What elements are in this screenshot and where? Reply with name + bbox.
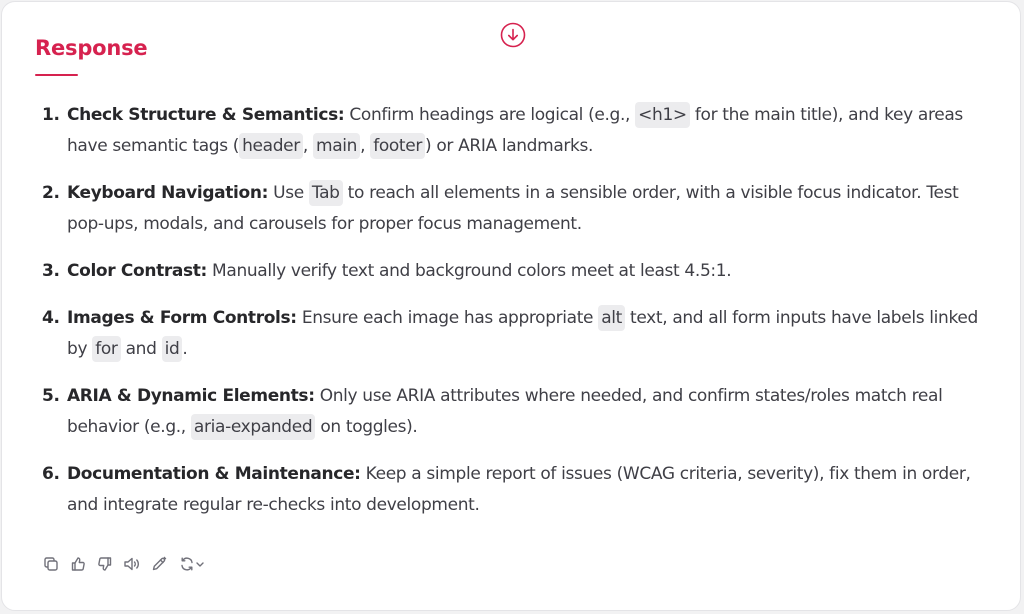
edit-button[interactable] — [150, 555, 168, 573]
item-text: for the main title), and key areas have semantic tags ( — [67, 105, 963, 156]
item-title: Documentation & Maintenance: — [67, 464, 361, 484]
item-title: ARIA & Dynamic Elements: — [67, 386, 315, 406]
thumbs-down-icon — [97, 556, 113, 572]
item-text: Manually verify text and background colors meet at least 4.5:1. — [207, 261, 732, 281]
inline-code: id — [162, 336, 183, 362]
item-number: 6. — [42, 464, 60, 484]
item-text: ) or ARIA landmarks. — [425, 136, 594, 156]
item-title: Color Contrast: — [67, 261, 207, 281]
response-heading: Response — [35, 36, 148, 60]
edit-icon — [151, 556, 167, 572]
list-item — [2, 256, 1022, 287]
thumbs-up-button[interactable] — [69, 555, 87, 573]
copy-icon — [43, 556, 59, 572]
read-aloud-button[interactable] — [123, 555, 141, 573]
item-text: , — [360, 136, 371, 156]
inline-code: aria-expanded — [191, 414, 315, 440]
item-number: 4. — [42, 308, 60, 328]
copy-button[interactable] — [42, 555, 60, 573]
item-text: Ensure each image has appropriate — [296, 308, 599, 328]
list-item — [2, 178, 1022, 240]
speaker-icon — [123, 556, 141, 572]
thumbs-up-icon — [70, 556, 86, 572]
inline-code: main — [313, 133, 360, 159]
item-text: text, and all form inputs have labels linked by — [67, 308, 978, 359]
item-number: 5. — [42, 386, 60, 406]
item-number: 2. — [42, 183, 60, 203]
chevron-down-icon — [195, 556, 205, 572]
item-text: , — [302, 136, 313, 156]
item-title: Check Structure & Semantics: — [67, 105, 345, 125]
item-text: Keep a simple report of issues (WCAG criteria, severity), fix them in order, and integrate regular re-checks into development. — [67, 464, 971, 515]
scroll-down-button[interactable] — [500, 22, 526, 48]
item-text: Confirm headings are logical (e.g., — [344, 105, 636, 125]
item-text: Use — [268, 183, 309, 203]
item-title: Keyboard Navigation: — [67, 183, 269, 203]
thumbs-down-button[interactable] — [96, 555, 114, 573]
inline-code: for — [92, 336, 120, 362]
response-actions — [42, 555, 207, 573]
inline-code: alt — [598, 305, 625, 331]
item-text: to reach all elements in a sensible order, with a visible focus indicator. Test pop-ups, modals, and carousels for proper focus management. — [67, 183, 959, 234]
inline-code: header — [239, 133, 303, 159]
item-number: 1. — [42, 105, 60, 125]
checklist — [2, 100, 1022, 537]
heading-underline — [35, 74, 78, 76]
item-text: Only use ARIA attributes where needed, and confirm states/roles match real behavior (e.g., — [67, 386, 943, 437]
item-title: Images & Form Controls: — [67, 308, 297, 328]
inline-code: footer — [370, 133, 425, 159]
item-text: on toggles). — [315, 417, 418, 437]
item-number: 3. — [42, 261, 60, 281]
arrow-down-circle-icon — [500, 22, 526, 48]
inline-code: Tab — [309, 180, 343, 206]
item-text: . — [182, 339, 188, 359]
list-item — [2, 459, 1022, 521]
list-item — [2, 100, 1022, 162]
inline-code: <h1> — [635, 102, 690, 128]
item-text: and — [120, 339, 162, 359]
list-item — [2, 303, 1022, 365]
list-item — [2, 381, 1022, 443]
regenerate-icon — [179, 556, 195, 572]
regenerate-button[interactable] — [177, 555, 207, 573]
response-card — [1, 1, 1021, 611]
